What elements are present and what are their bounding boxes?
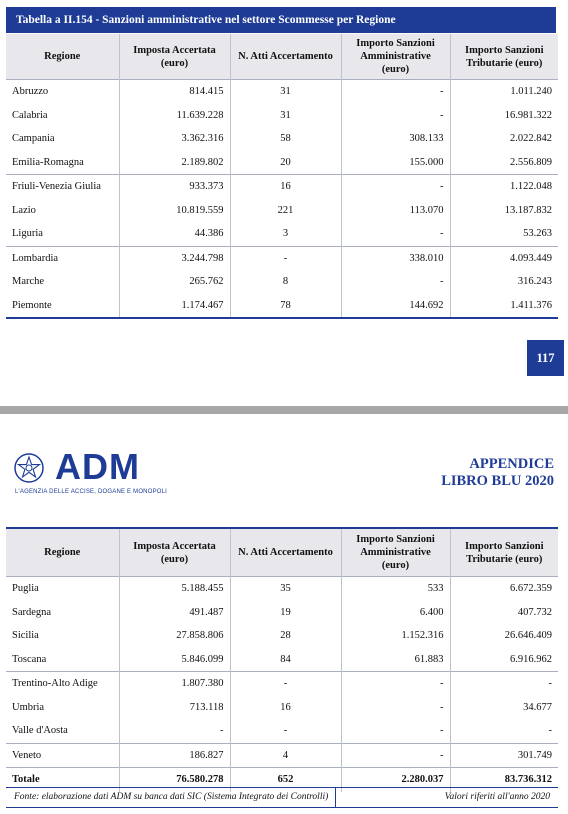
- table-row: [6, 175, 558, 199]
- value-cell: 11.639.228: [119, 104, 230, 128]
- value-cell: 10.819.559: [119, 199, 230, 223]
- value-cell: 308.133: [341, 127, 450, 151]
- table-title: Tabella a II.154 - Sanzioni amministrative nel settore Scommesse per Regione: [6, 7, 556, 33]
- value-cell: 31: [230, 80, 341, 104]
- value-cell: 5.188.455: [119, 577, 230, 601]
- table-row: [6, 696, 558, 720]
- table-row: [6, 601, 558, 625]
- region-cell: Calabria: [12, 109, 48, 121]
- value-cell: 16: [230, 696, 341, 720]
- value-cell: 316.243: [450, 270, 558, 294]
- value-cell: 61.883: [341, 648, 450, 672]
- value-cell: 186.827: [119, 743, 230, 768]
- value-cell: 1.174.467: [119, 294, 230, 319]
- column-header-regione: Regione: [6, 34, 119, 80]
- total-value: 2.280.037: [341, 768, 450, 792]
- table-row: [6, 294, 558, 319]
- value-cell: 407.732: [450, 601, 558, 625]
- value-cell: 27.858.806: [119, 624, 230, 648]
- table-row: [6, 577, 558, 601]
- value-cell: -: [341, 175, 450, 199]
- region-cell: Toscana: [12, 653, 47, 665]
- table-row: [6, 222, 558, 246]
- value-cell: 933.373: [119, 175, 230, 199]
- value-cell: 35: [230, 577, 341, 601]
- region-cell: Sicilia: [12, 630, 39, 642]
- region-cell: Lazio: [12, 204, 36, 216]
- region-cell: Campania: [12, 133, 55, 145]
- table-row: [6, 127, 558, 151]
- value-cell: 13.187.832: [450, 199, 558, 223]
- table-row: [6, 719, 558, 743]
- table-row: [6, 270, 558, 294]
- region-cell: Marche: [12, 276, 45, 288]
- region-cell: Trentino-Alto Adige: [6, 672, 119, 696]
- value-cell: 44.386: [119, 222, 230, 246]
- page-number: 117: [527, 340, 564, 376]
- value-cell: 4: [230, 743, 341, 768]
- logo-wordmark: ADM: [55, 446, 140, 487]
- table-row: [6, 151, 558, 175]
- table-row: [6, 246, 558, 270]
- region-cell: Liguria: [12, 228, 43, 240]
- sanctions-table-part2: [6, 527, 558, 792]
- appendix-line1: APPENDICE: [469, 456, 554, 472]
- value-cell: 84: [230, 648, 341, 672]
- value-cell: 144.692: [341, 294, 450, 319]
- region-cell: Lombardia: [6, 246, 119, 270]
- value-cell: -: [341, 672, 450, 696]
- region-cell: Emilia-Romagna: [12, 156, 84, 168]
- value-cell: -: [230, 719, 341, 743]
- table-row: [6, 624, 558, 648]
- column-header-regione: Regione: [6, 528, 119, 577]
- table-row: [6, 648, 558, 672]
- value-cell: 16.981.322: [450, 104, 558, 128]
- table-row: [6, 743, 558, 768]
- value-cell: 6.672.359: [450, 577, 558, 601]
- value-cell: -: [450, 719, 558, 743]
- value-cell: 713.118: [119, 696, 230, 720]
- region-cell: Puglia: [6, 577, 119, 601]
- region-cell: Piemonte: [12, 299, 52, 311]
- column-header-atti: N. Atti Accertamento: [230, 34, 341, 80]
- column-header-sanzioni-tributarie: Importo Sanzioni Tributarie (euro): [450, 528, 558, 577]
- column-header-atti: N. Atti Accertamento: [230, 528, 341, 577]
- value-cell: 28: [230, 624, 341, 648]
- region-cell: Umbria: [12, 701, 45, 713]
- table-row: [6, 199, 558, 223]
- value-cell: 34.677: [450, 696, 558, 720]
- year-note: Valori riferiti all'anno 2020: [444, 792, 550, 802]
- total-label: Totale: [6, 768, 119, 792]
- value-cell: 6.400: [341, 601, 450, 625]
- footer-divider: [335, 788, 336, 807]
- value-cell: -: [341, 80, 450, 104]
- total-value: 83.736.312: [450, 768, 558, 792]
- value-cell: 16: [230, 175, 341, 199]
- value-cell: 6.916.962: [450, 648, 558, 672]
- value-cell: 20: [230, 151, 341, 175]
- value-cell: 3.244.798: [119, 246, 230, 270]
- value-cell: 1.807.380: [119, 672, 230, 696]
- italian-emblem-icon: [13, 452, 45, 484]
- value-cell: 533: [341, 577, 450, 601]
- region-cell: Friuli-Venezia Giulia: [6, 175, 119, 199]
- value-cell: 1.011.240: [450, 80, 558, 104]
- value-cell: 1.411.376: [450, 294, 558, 319]
- value-cell: 53.263: [450, 222, 558, 246]
- value-cell: -: [341, 222, 450, 246]
- value-cell: 814.415: [119, 80, 230, 104]
- column-header-sanzioni-tributarie: Importo Sanzioni Tributarie (euro): [450, 34, 558, 80]
- column-header-sanzioni-amministrative: Importo Sanzioni Amministrative (euro): [341, 34, 450, 80]
- value-cell: -: [341, 270, 450, 294]
- column-header-imposta: Imposta Accertata (euro): [119, 34, 230, 80]
- value-cell: -: [119, 719, 230, 743]
- value-cell: 2.189.802: [119, 151, 230, 175]
- value-cell: -: [341, 104, 450, 128]
- adm-logo: [13, 446, 173, 498]
- value-cell: -: [341, 743, 450, 768]
- value-cell: 1.152.316: [341, 624, 450, 648]
- value-cell: 3: [230, 222, 341, 246]
- region-cell: Valle d'Aosta: [12, 725, 68, 737]
- value-cell: 58: [230, 127, 341, 151]
- value-cell: 491.487: [119, 601, 230, 625]
- value-cell: -: [230, 672, 341, 696]
- source-note: Fonte: elaborazione dati ADM su banca dati SIC (Sistema Integrato dei Controlli): [14, 792, 329, 802]
- sanctions-table-part1: [6, 34, 558, 319]
- column-header-sanzioni-amministrative: Importo Sanzioni Amministrative (euro): [341, 528, 450, 577]
- region-cell: Sardegna: [12, 606, 52, 618]
- table-row: [6, 672, 558, 696]
- table-row: [6, 80, 558, 104]
- value-cell: 1.122.048: [450, 175, 558, 199]
- value-cell: 2.556.809: [450, 151, 558, 175]
- value-cell: 155.000: [341, 151, 450, 175]
- value-cell: 4.093.449: [450, 246, 558, 270]
- value-cell: 19: [230, 601, 341, 625]
- total-value: 76.580.278: [119, 768, 230, 792]
- value-cell: -: [341, 719, 450, 743]
- value-cell: 31: [230, 104, 341, 128]
- value-cell: 5.846.099: [119, 648, 230, 672]
- logo-subtitle: L'AGENZIA DELLE ACCISE, DOGANE E MONOPOLI: [15, 489, 168, 495]
- column-header-imposta: Imposta Accertata (euro): [119, 528, 230, 577]
- page-separator: [0, 406, 568, 414]
- value-cell: 221: [230, 199, 341, 223]
- appendix-line2: LIBRO BLU 2020: [441, 473, 554, 489]
- value-cell: 26.646.409: [450, 624, 558, 648]
- value-cell: 301.749: [450, 743, 558, 768]
- total-value: 652: [230, 768, 341, 792]
- value-cell: -: [230, 246, 341, 270]
- value-cell: 338.010: [341, 246, 450, 270]
- table-footer: [6, 787, 558, 808]
- value-cell: -: [341, 696, 450, 720]
- value-cell: 265.762: [119, 270, 230, 294]
- value-cell: -: [450, 672, 558, 696]
- appendix-heading: [441, 456, 554, 490]
- value-cell: 78: [230, 294, 341, 319]
- region-cell: Veneto: [6, 743, 119, 768]
- region-cell: Abruzzo: [6, 80, 119, 104]
- value-cell: 2.022.842: [450, 127, 558, 151]
- value-cell: 8: [230, 270, 341, 294]
- table-row: [6, 104, 558, 128]
- value-cell: 113.070: [341, 199, 450, 223]
- value-cell: 3.362.316: [119, 127, 230, 151]
